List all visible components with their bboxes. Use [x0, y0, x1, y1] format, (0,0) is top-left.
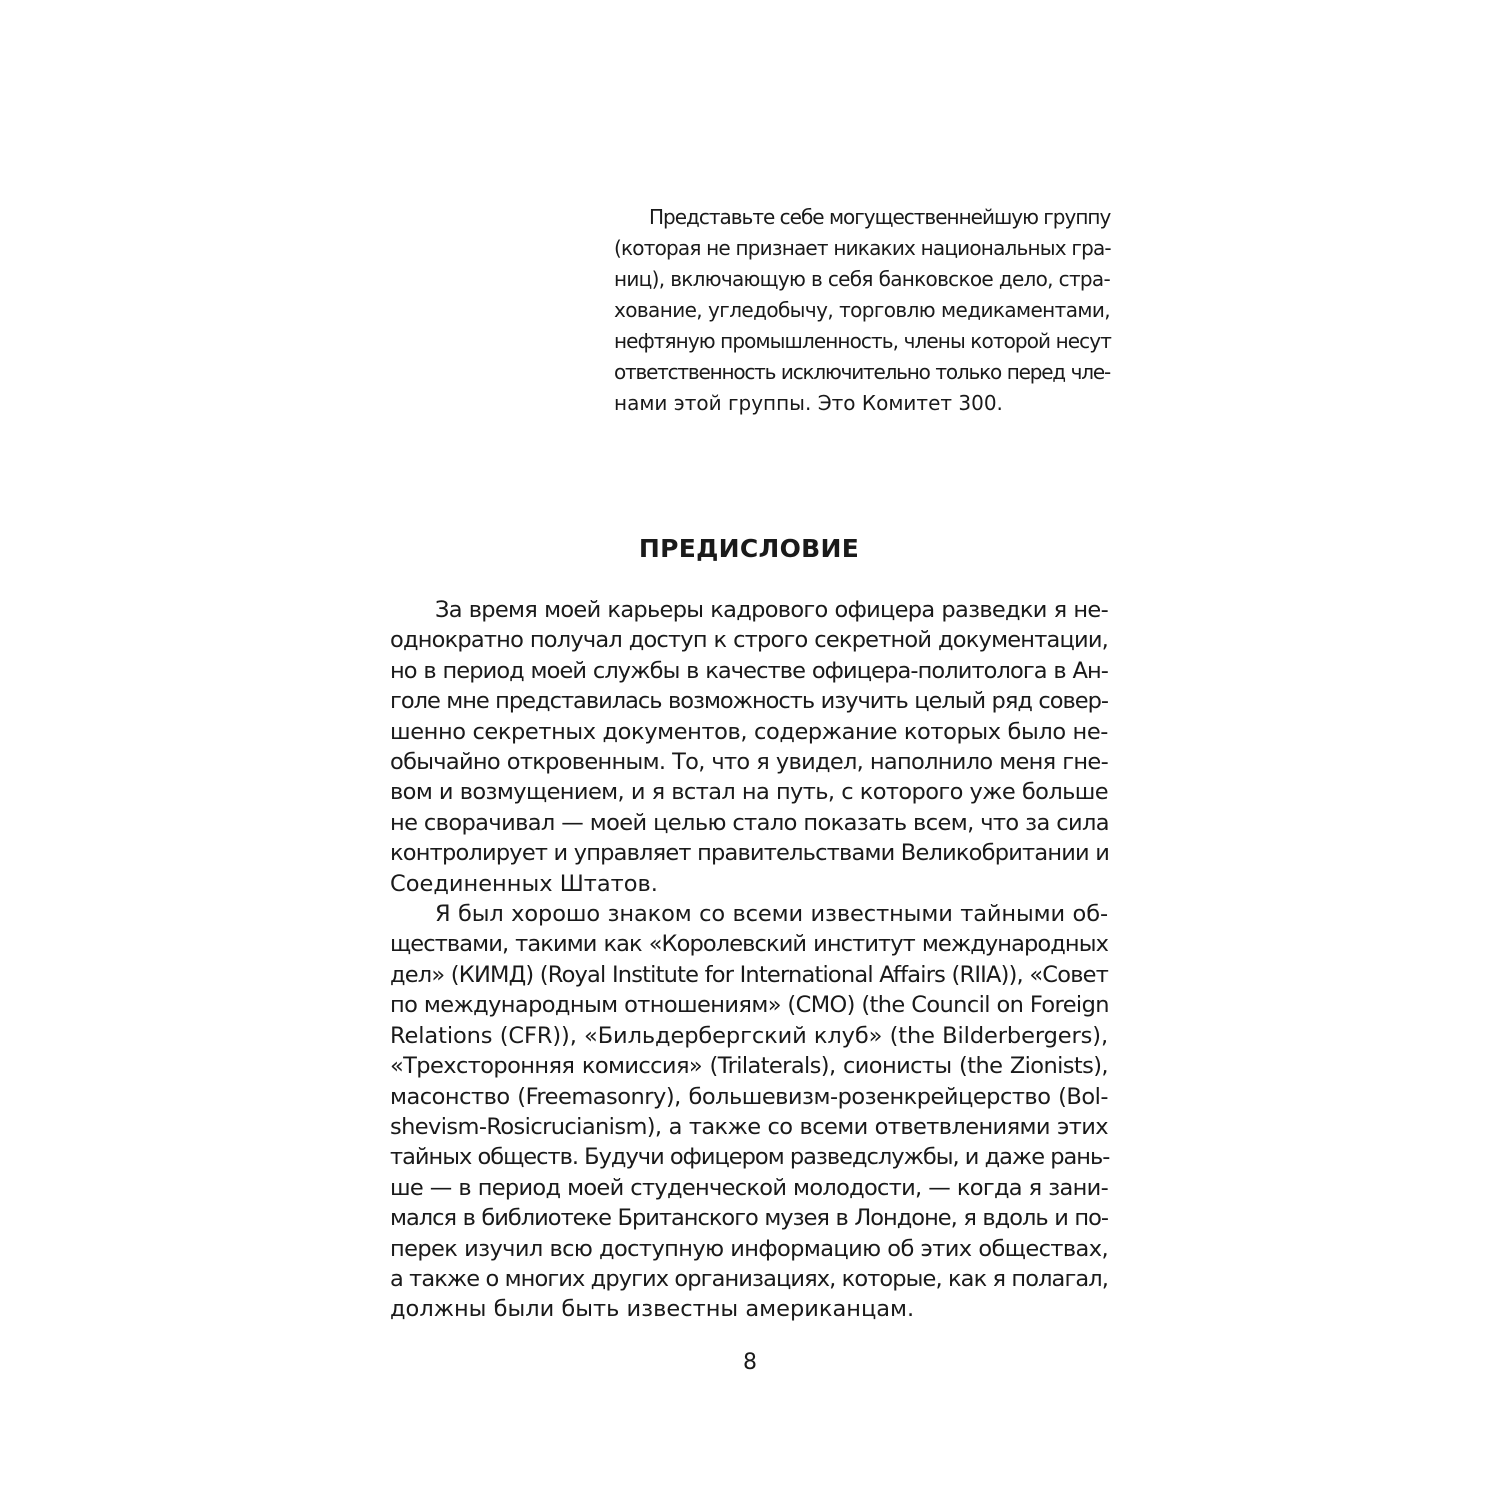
- text-line: ществами, такими как «Королевский институт международных: [390, 931, 1108, 958]
- text-line: шенно секретных документов, содержание которых было не-: [390, 718, 1108, 745]
- text-line: За время моей карьеры кадрового офицера разведки я не-: [435, 597, 1108, 623]
- text-line: но в период моей службы в качестве офицера-политолога в Ан-: [390, 657, 1108, 684]
- text-line: однократно получал доступ к строго секретной документации,: [390, 627, 1108, 654]
- text-line: а также о многих других организациях, которые, как я полагал,: [390, 1265, 1108, 1292]
- text-line: вом и возмущением, и я встал на путь, с которого уже больше: [390, 779, 1108, 806]
- text-line: Соединенных Штатов.: [390, 870, 658, 897]
- text-line: мался в библиотеке Британского музея в Лондоне, я вдоль и по-: [390, 1205, 1108, 1232]
- text-line: не сворачивал — моей целью стало показать всем, что за сила: [390, 809, 1109, 836]
- epigraph-line: ответственность исключительно только перед чле-: [614, 360, 1110, 384]
- text-line: shevism-Rosicrucianism), а также со всеми ответвлениями этих: [390, 1113, 1108, 1140]
- epigraph-line: нефтяную промышленность, члены которой несут: [614, 329, 1111, 353]
- epigraph-line: ниц), включающую в себя банковское дело, стра-: [614, 267, 1110, 291]
- text-line: перек изучил всю доступную информацию об этих обществах,: [390, 1235, 1108, 1262]
- paragraph-2: [390, 899, 1108, 1325]
- paragraph-1: [390, 595, 1108, 899]
- text-line: тайных обществ. Будучи офицером разведслужбы, и даже рань-: [390, 1144, 1110, 1171]
- section-heading: ПРЕДИСЛОВИЕ: [638, 534, 860, 563]
- epigraph-line: хование, угледобычу, торговлю медикаментами,: [614, 298, 1110, 322]
- text-line: должны были быть известны американцам.: [390, 1296, 915, 1323]
- text-line: «Трехсторонняя комиссия» (Trilaterals), сионисты (the Zionists),: [390, 1053, 1108, 1080]
- text-line: контролирует и управляет правительствами Великобритании и: [390, 840, 1110, 867]
- epigraph: [614, 202, 1110, 419]
- text-line: Я был хорошо знаком со всеми известными тайными об-: [435, 901, 1108, 928]
- epigraph-line: Представьте себе могущественнейшую группу: [649, 205, 1111, 229]
- text-line: голе мне представилась возможность изучить целый ряд совер-: [390, 688, 1108, 715]
- text-line: Relations (CFR)), «Бильдербергский клуб» (the Bilderbergers),: [390, 1022, 1108, 1049]
- body-text: [390, 595, 1108, 1325]
- text-line: ше — в период моей студенческой молодости, — когда я зани-: [390, 1174, 1108, 1201]
- text-line: дел» (КИМД) (Royal Institute for International Affairs (RIIA)), «Совет: [390, 961, 1108, 988]
- page-number: 8: [743, 1350, 757, 1375]
- text-line: масонство (Freemasonry), большевизм-розенкрейцерство (Bol-: [390, 1083, 1108, 1110]
- text-line: обычайно откровенным. То, что я увидел, наполнило меня гне-: [390, 749, 1108, 776]
- epigraph-line: нами этой группы. Это Комитет 300.: [614, 391, 1003, 415]
- epigraph-line: (которая не признает никаких национальных гра-: [614, 236, 1111, 260]
- text-line: по международным отношениям» (СМО) (the Council on Foreign: [390, 992, 1109, 1019]
